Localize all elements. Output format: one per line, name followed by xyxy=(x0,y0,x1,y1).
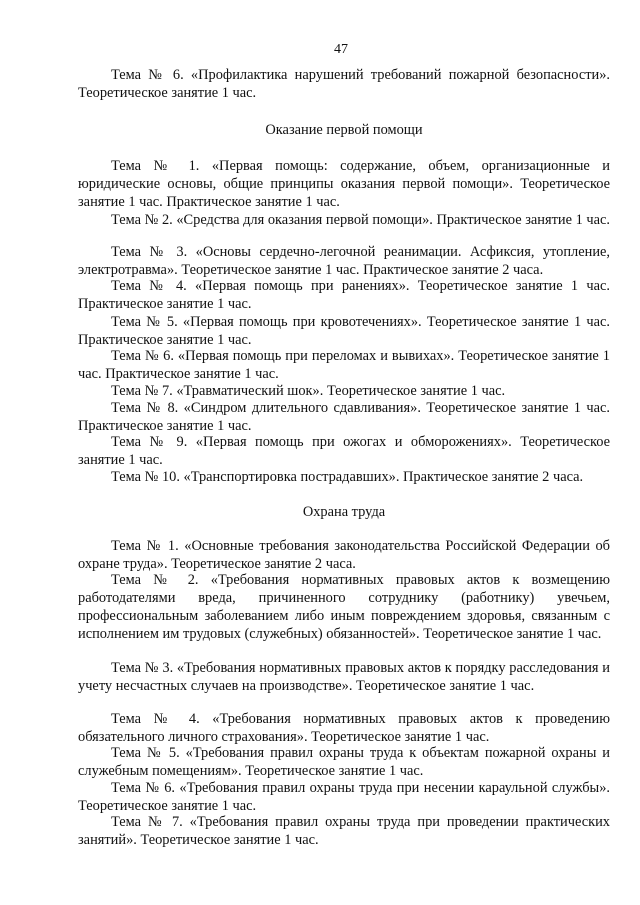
labor-safety-topic-6: Тема № 6. «Требования правил охраны труда при несении караульной службы». Теоретическое занятие 1 час. xyxy=(78,780,610,814)
page-number: 47 xyxy=(334,42,348,57)
first-aid-topic-10: Тема № 10. «Транспортировка пострадавших». Практическое занятие 2 часа. xyxy=(111,469,584,485)
first-aid-topic-2: Тема № 2. «Средства для оказания первой помощи». Практическое занятие 1 час. xyxy=(111,212,610,228)
labor-safety-topic-4: Тема № 4. «Требования нормативных правовых актов к проведению обязательного личного страхования». Теоретическое занятие 1 час. xyxy=(78,711,610,745)
first-aid-topic-8: Тема № 8. «Синдром длительного сдавливания». Теоретическое занятие 1 час. Практическое занятие 1 час. xyxy=(78,400,610,434)
first-aid-topic-1: Тема № 1. «Первая помощь: содержание, объем, организационные и юридические основы, общие принципы оказания первой помощи». Теоретическое занятие 1 час. Практическое занятие 1 час. xyxy=(78,158,610,210)
first-aid-topic-4: Тема № 4. «Первая помощь при ранениях». Теоретическое занятие 1 час. Практическое занятие 1 час. xyxy=(78,278,610,312)
labor-safety-topic-5: Тема № 5. «Требования правил охраны труда к объектам пожарной охраны и служебным помещениям». Теоретическое занятие 1 час. xyxy=(78,745,610,779)
first-aid-topic-3: Тема № 3. «Основы сердечно-легочной реанимации. Асфиксия, утопление, электротравма». Теоретическое занятие 1 час. Практическое занятие 2 часа. xyxy=(78,244,610,278)
labor-safety-topic-3: Тема № 3. «Требования нормативных правовых актов к порядку расследования и учету несчастных случаев на производстве». Теоретическое занятие 1 час. xyxy=(78,660,610,694)
section-heading-first-aid: Оказание первой помощи xyxy=(265,122,423,138)
labor-safety-topic-1: Тема № 1. «Основные требования законодательства Российской Федерации об охране труда». Теоретическое занятие 2 часа. xyxy=(78,538,610,572)
first-aid-topic-5: Тема № 5. «Первая помощь при кровотечениях». Теоретическое занятие 1 час. Практическое занятие 1 час. xyxy=(78,314,610,348)
first-aid-topic-7: Тема № 7. «Травматический шок». Теоретическое занятие 1 час. xyxy=(111,383,506,399)
intro-paragraph: Тема № 6. «Профилактика нарушений требований пожарной безопасности». Теоретическое занятие 1 час. xyxy=(78,67,610,101)
labor-safety-topic-2: Тема № 2. «Требования нормативных правовых актов к возмещению работодателями вреда, причиненного сотруднику (работнику) увечьем, профессиональным заболеванием либо иным повреждением здоровья, связанным с исполнением им трудовых (служебных) обязанностей». Теоретическое занятие 1 час. xyxy=(78,572,610,642)
section-heading-labor-safety: Охрана труда xyxy=(302,504,386,520)
labor-safety-topic-7: Тема № 7. «Требования правил охраны труда при проведении практических занятий». Теоретическое занятие 1 час. xyxy=(78,814,610,848)
first-aid-topic-6: Тема № 6. «Первая помощь при переломах и вывихах». Теоретическое занятие 1 час. Практическое занятие 1 час. xyxy=(78,348,610,382)
first-aid-topic-9: Тема № 9. «Первая помощь при ожогах и обморожениях». Теоретическое занятие 1 час. xyxy=(78,434,610,468)
